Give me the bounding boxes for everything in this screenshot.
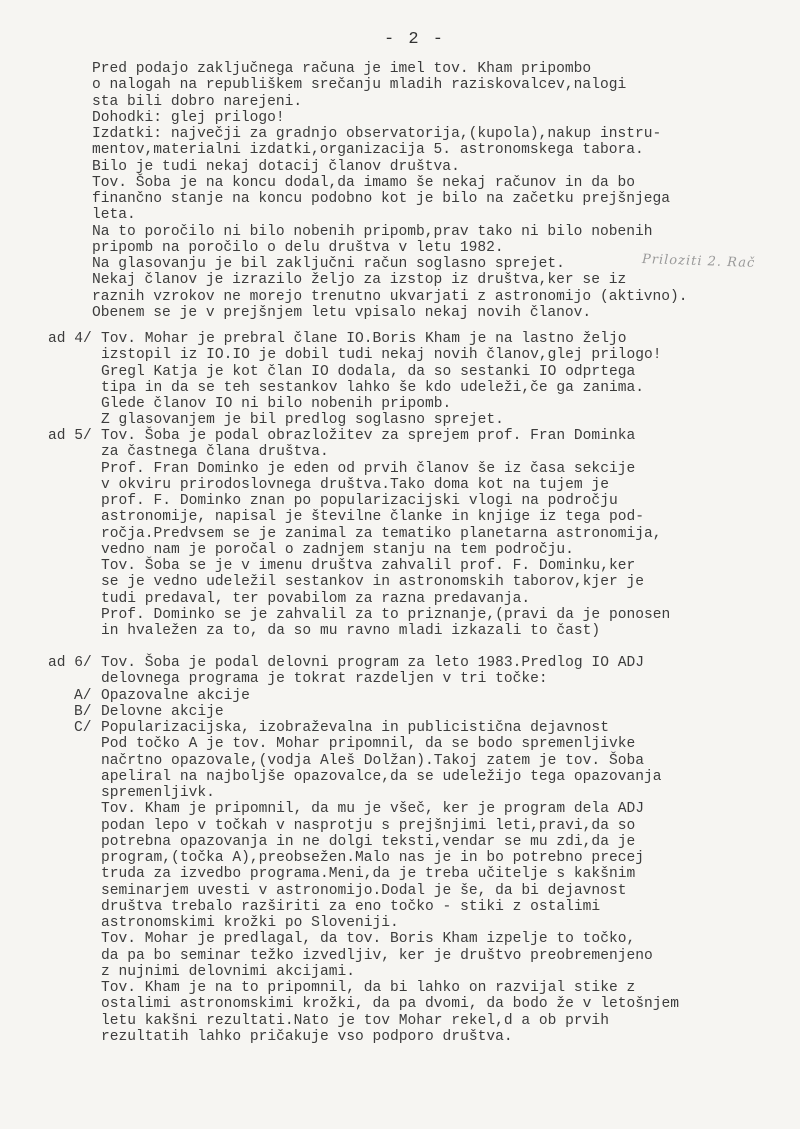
line-text: Izdatki: največji za gradnjo observatorija,(kupola),nakup instru- xyxy=(92,126,662,142)
ad5-line xyxy=(0,558,800,574)
ad6-point xyxy=(0,688,800,704)
ad6-line xyxy=(0,883,800,899)
handwritten-note: Priloziti 2. Rač xyxy=(641,252,756,271)
ad5-line xyxy=(0,428,800,444)
line-text: sta bili dobro narejeni. xyxy=(92,93,303,110)
line-text: seminarjem uvesti v astronomijo.Dodal je še, da bi dejavnost xyxy=(101,882,627,899)
line-text: Prof. Fran Dominko je eden od prvih članov še iz časa sekcije xyxy=(101,460,636,477)
text-line xyxy=(0,256,800,272)
ad6-line xyxy=(0,948,800,964)
ad6-line xyxy=(0,850,800,866)
line-text: raznih vzrokov ne morejo trenutno ukvarjati z astronomijo (aktivno). xyxy=(92,288,688,305)
line-text: tipa in da se teh sestankov lahko še kdo udeleži,če ga zanima. xyxy=(101,379,644,396)
line-text: truda za izvedbo programa.Meni,da je treba učitelje s kakšnim xyxy=(101,866,636,883)
ad5-line xyxy=(0,526,800,542)
line-text: z nujnimi delovnimi akcijami. xyxy=(101,963,355,980)
section-ad-6 xyxy=(0,655,800,1045)
line-text: letu kakšni rezultati.Nato je tov Mohar rekel,d a ob prvih xyxy=(101,1012,609,1029)
line-text: Gregl Katja je kot član IO dodala, da so sestanki IO odprtega xyxy=(101,363,636,380)
ad6-line xyxy=(0,915,800,931)
ad4-line xyxy=(0,412,800,428)
section-label: ad 6/ xyxy=(48,655,92,671)
line-text: za častnega člana društva. xyxy=(101,444,329,461)
ad6-line xyxy=(0,1029,800,1045)
line-text: podan lepo v točkah v nasprotju s prejšnjimi leti,pravi,da so xyxy=(101,817,636,834)
ad6-intro-line xyxy=(0,655,800,671)
text-line xyxy=(0,142,800,158)
ad6-line xyxy=(0,736,800,752)
line-text: prof. F. Dominko znan po popularizacijski vlogi na področju xyxy=(101,493,618,509)
ad6-line xyxy=(0,1013,800,1029)
ad6-line xyxy=(0,964,800,980)
line-text: Tov. Kham je na to pripomnil, da bi lahko on razvijal stike z xyxy=(101,980,636,996)
text-line xyxy=(0,305,800,321)
line-text: Tov. Šoba je na koncu dodal,da imamo še nekaj računov in da bo xyxy=(92,174,635,191)
line-text: izstopil iz IO.IO je dobil tudi nekaj novih članov,glej prilogo! xyxy=(101,347,662,364)
ad5-line xyxy=(0,477,800,493)
ad6-line xyxy=(0,899,800,915)
line-text: Tov. Kham je pripomnil, da mu je všeč, ker je program dela ADJ xyxy=(101,801,644,818)
line-text: mentov,materialni izdatki,organizacija 5. astronomskega tabora. xyxy=(92,142,644,159)
line-text: o nalogah na republiškem srečanju mladih raziskovalcev,nalogi xyxy=(92,77,627,94)
ad5-line xyxy=(0,493,800,509)
ad6-line xyxy=(0,996,800,1012)
ad5-line xyxy=(0,607,800,623)
line-text: rezultatih lahko pričakuje vso podporo društva. xyxy=(101,1028,513,1045)
text-line xyxy=(0,159,800,175)
paragraph-financial-report xyxy=(0,61,800,321)
text-line xyxy=(0,61,800,77)
line-text: Obenem se je v prejšnjem letu vpisalo nekaj novih članov. xyxy=(92,304,592,321)
text-line xyxy=(0,272,800,288)
line-text: Pred podajo zaključnega računa je imel tov. Kham pripombo xyxy=(92,61,592,77)
line-text: Glede članov IO ni bilo nobenih pripomb. xyxy=(101,396,452,412)
ad5-line xyxy=(0,542,800,558)
text-line xyxy=(0,207,800,223)
point-label: A/ xyxy=(74,687,92,704)
line-text: Prof. Dominko se je zahvalil za to priznanje,(pravi da je ponosen xyxy=(101,606,671,623)
ad5-line xyxy=(0,591,800,607)
ad6-line xyxy=(0,866,800,882)
page-number: - 2 - xyxy=(384,30,446,49)
text-line xyxy=(0,94,800,110)
line-text: Tov. Mohar je prebral člane IO.Boris Kham je na lastno željo xyxy=(101,331,627,347)
line-text: Bilo je tudi nekaj dotacij članov društva. xyxy=(92,158,460,175)
ad6-line xyxy=(0,980,800,996)
ad4-line xyxy=(0,364,800,380)
text-line xyxy=(0,240,800,256)
line-text: delovnega programa je tokrat razdeljen v tri točke: xyxy=(101,671,548,688)
text-line xyxy=(0,175,800,191)
ad4-line xyxy=(0,396,800,412)
point-label: B/ xyxy=(74,703,92,720)
ad5-line xyxy=(0,509,800,525)
ad6-intro-line xyxy=(0,671,800,687)
line-text: apeliral na najboljše opazovalce,da se udeležijo tega opazovanja xyxy=(101,768,662,785)
ad6-line xyxy=(0,834,800,850)
line-text: Delovne akcije xyxy=(101,703,224,720)
ad6-line xyxy=(0,801,800,817)
line-text: Tov. Šoba je podal delovni program za leto 1983.Predlog IO ADJ xyxy=(101,655,644,671)
line-text: se je vedno udeležil sestankov in astronomskih taborov,kjer je xyxy=(101,574,644,591)
line-text: Opazovalne akcije xyxy=(101,687,250,704)
line-text: pripomb na poročilo o delu društva v letu 1982. xyxy=(92,239,504,256)
line-text: Tov. Šoba je podal obrazložitev za sprejem prof. Fran Dominka xyxy=(101,428,636,444)
section-ad-4 xyxy=(0,331,800,429)
line-text: Tov. Šoba se je v imenu društva zahvalil prof. F. Dominku,ker xyxy=(101,558,636,574)
line-text: Dohodki: glej prilogo! xyxy=(92,109,285,126)
line-text: Z glasovanjem je bil predlog soglasno sprejet. xyxy=(101,412,504,429)
ad5-line xyxy=(0,574,800,590)
ad5-line xyxy=(0,461,800,477)
ad6-point xyxy=(0,720,800,736)
line-text: ročja.Predvsem se je zanimal za tematiko planetarna astronomija, xyxy=(101,525,662,542)
text-line xyxy=(0,77,800,93)
line-text: in hvaležen za to, da so mu ravno mladi izkazali to čast) xyxy=(101,623,601,639)
line-text: Popularizacijska, izobraževalna in publicistična dejavnost xyxy=(101,720,609,736)
line-text: da pa bo seminar težko izvedljiv, ker je društvo preobremenjeno xyxy=(101,947,653,964)
line-text: spremenljivk. xyxy=(101,785,215,801)
line-text: društva trebalo razširiti za eno točko - stiki z ostalimi xyxy=(101,898,601,915)
section-label: ad 4/ xyxy=(48,331,92,347)
line-text: finančno stanje na koncu podobno kot je bilo na začetku prejšnjega xyxy=(92,191,671,207)
ad6-line xyxy=(0,931,800,947)
point-label: C/ xyxy=(74,720,92,736)
ad5-line xyxy=(0,623,800,639)
ad6-line xyxy=(0,818,800,834)
line-text: Nekaj članov je izrazilo željo za izstop iz društva,ker se iz xyxy=(92,272,627,289)
ad6-line xyxy=(0,785,800,801)
ad4-line xyxy=(0,347,800,363)
section-label: ad 5/ xyxy=(48,428,92,444)
line-text: Pod točko A je tov. Mohar pripomnil, da se bodo spremenljivke xyxy=(101,736,636,753)
text-line xyxy=(0,289,800,305)
line-text: načrtno opazovale,(vodja Aleš Dolžan).Takoj zatem je tov. Šoba xyxy=(101,752,644,769)
line-text: v okviru prirodoslovnega društva.Tako doma kot na tujem je xyxy=(101,476,609,493)
line-text: tudi predaval, ter povabilom za razna predavanja. xyxy=(101,590,531,607)
text-line xyxy=(0,191,800,207)
line-text: potrebna opazovanja in ne dolgi teksti,vendar se mu zdi,da je xyxy=(101,833,636,850)
line-text: leta. xyxy=(92,207,136,224)
line-text: vedno nam je poročal o zadnjem stanju na tem področju. xyxy=(101,541,574,558)
line-text: ostalimi astronomskimi krožki, da pa dvomi, da bodo že v letošnjem xyxy=(101,996,680,1013)
ad6-line xyxy=(0,753,800,769)
text-line xyxy=(0,224,800,240)
ad6-line xyxy=(0,769,800,785)
section-ad-5 xyxy=(0,428,800,639)
line-text: astronomskimi krožki po Sloveniji. xyxy=(101,915,399,931)
text-line xyxy=(0,110,800,126)
line-text: program,(točka A),preobsežen.Malo nas je in bo potrebno precej xyxy=(101,850,644,866)
ad4-line xyxy=(0,331,800,347)
ad5-line xyxy=(0,444,800,460)
line-text: Na glasovanju je bil zaključni račun soglasno sprejet. xyxy=(92,256,565,272)
line-text: Tov. Mohar je predlagal, da tov. Boris Kham izpelje to točko, xyxy=(101,931,636,948)
ad4-line xyxy=(0,380,800,396)
ad6-point xyxy=(0,704,800,720)
text-line xyxy=(0,126,800,142)
line-text: astronomije, napisal je številne članke in knjige iz tega pod- xyxy=(101,509,644,526)
line-text: Na to poročilo ni bilo nobenih pripomb,prav tako ni bilo nobenih xyxy=(92,223,653,240)
